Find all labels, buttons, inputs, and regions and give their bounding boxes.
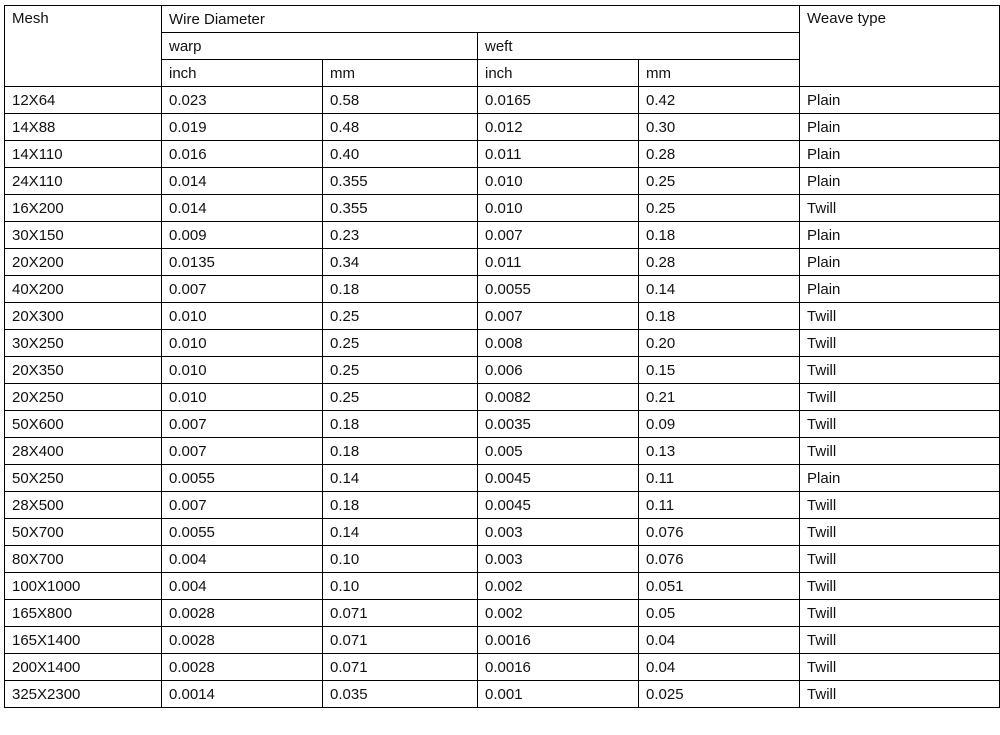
warp-mm-cell: 0.071	[323, 654, 478, 681]
weft-mm-cell: 0.04	[639, 654, 800, 681]
weft-mm-cell: 0.04	[639, 627, 800, 654]
warp-inch-cell: 0.0135	[162, 249, 323, 276]
table-row	[5, 384, 1000, 411]
weft-inch-cell: 0.0016	[478, 627, 639, 654]
mesh-cell: 50X250	[5, 465, 162, 492]
weft-mm-cell: 0.18	[639, 303, 800, 330]
mesh-cell: 20X300	[5, 303, 162, 330]
mesh-cell: 50X600	[5, 411, 162, 438]
weave-type-cell: Twill	[800, 330, 1000, 357]
warp-inch-cell: 0.019	[162, 114, 323, 141]
weft-header: weft	[478, 33, 800, 60]
mesh-cell: 28X500	[5, 492, 162, 519]
table-row	[5, 114, 1000, 141]
weave-type-cell: Twill	[800, 492, 1000, 519]
weave-type-cell: Plain	[800, 222, 1000, 249]
weave-type-cell: Plain	[800, 249, 1000, 276]
weft-mm-cell: 0.11	[639, 492, 800, 519]
warp-inch-cell: 0.004	[162, 573, 323, 600]
weft-mm-cell: 0.15	[639, 357, 800, 384]
warp-mm-cell: 0.18	[323, 438, 478, 465]
warp-mm-cell: 0.23	[323, 222, 478, 249]
table-row	[5, 573, 1000, 600]
table-row	[5, 249, 1000, 276]
warp-inch-cell: 0.007	[162, 276, 323, 303]
table-body	[5, 87, 1000, 708]
mesh-cell: 12X64	[5, 87, 162, 114]
mesh-cell: 28X400	[5, 438, 162, 465]
weft-mm-cell: 0.18	[639, 222, 800, 249]
warp-mm-cell: 0.48	[323, 114, 478, 141]
weft-inch-cell: 0.008	[478, 330, 639, 357]
mesh-cell: 14X110	[5, 141, 162, 168]
weft-inch-cell: 0.0045	[478, 492, 639, 519]
weave-type-cell: Twill	[800, 438, 1000, 465]
warp-inch-cell: 0.0028	[162, 627, 323, 654]
weft-mm-header: mm	[639, 60, 800, 87]
weft-mm-cell: 0.42	[639, 87, 800, 114]
warp-mm-cell: 0.10	[323, 573, 478, 600]
mesh-cell: 30X150	[5, 222, 162, 249]
weft-inch-cell: 0.0055	[478, 276, 639, 303]
warp-inch-cell: 0.010	[162, 303, 323, 330]
weft-inch-cell: 0.005	[478, 438, 639, 465]
weft-inch-cell: 0.011	[478, 141, 639, 168]
table-row	[5, 357, 1000, 384]
weft-inch-cell: 0.003	[478, 546, 639, 573]
warp-inch-cell: 0.0028	[162, 654, 323, 681]
warp-mm-cell: 0.40	[323, 141, 478, 168]
weft-mm-cell: 0.11	[639, 465, 800, 492]
weft-inch-cell: 0.002	[478, 573, 639, 600]
weft-inch-cell: 0.012	[478, 114, 639, 141]
mesh-cell: 165X1400	[5, 627, 162, 654]
mesh-cell: 100X1000	[5, 573, 162, 600]
weft-inch-cell: 0.010	[478, 168, 639, 195]
table-header	[5, 6, 1000, 87]
weft-mm-cell: 0.25	[639, 195, 800, 222]
warp-inch-cell: 0.009	[162, 222, 323, 249]
table-row	[5, 627, 1000, 654]
warp-inch-cell: 0.0028	[162, 600, 323, 627]
weft-mm-cell: 0.14	[639, 276, 800, 303]
weft-mm-cell: 0.25	[639, 168, 800, 195]
weave-type-cell: Plain	[800, 114, 1000, 141]
warp-header: warp	[162, 33, 478, 60]
mesh-cell: 16X200	[5, 195, 162, 222]
warp-inch-cell: 0.023	[162, 87, 323, 114]
warp-inch-cell: 0.0055	[162, 519, 323, 546]
warp-mm-cell: 0.355	[323, 195, 478, 222]
warp-mm-cell: 0.34	[323, 249, 478, 276]
mesh-header: Mesh	[5, 6, 162, 87]
weft-inch-cell: 0.006	[478, 357, 639, 384]
weave-type-cell: Plain	[800, 87, 1000, 114]
weft-mm-cell: 0.051	[639, 573, 800, 600]
weft-mm-cell: 0.28	[639, 249, 800, 276]
weave-type-cell: Twill	[800, 600, 1000, 627]
table-row	[5, 330, 1000, 357]
weft-mm-cell: 0.20	[639, 330, 800, 357]
weft-mm-cell: 0.025	[639, 681, 800, 708]
warp-inch-cell: 0.004	[162, 546, 323, 573]
weave-type-cell: Plain	[800, 141, 1000, 168]
weave-type-cell: Twill	[800, 303, 1000, 330]
weft-inch-header: inch	[478, 60, 639, 87]
table-row	[5, 492, 1000, 519]
weft-mm-cell: 0.05	[639, 600, 800, 627]
weave-type-cell: Twill	[800, 411, 1000, 438]
warp-mm-cell: 0.10	[323, 546, 478, 573]
table-row	[5, 195, 1000, 222]
warp-inch-cell: 0.007	[162, 492, 323, 519]
table-row	[5, 168, 1000, 195]
weave-type-cell: Twill	[800, 384, 1000, 411]
mesh-cell: 20X250	[5, 384, 162, 411]
weft-mm-cell: 0.13	[639, 438, 800, 465]
warp-mm-cell: 0.18	[323, 492, 478, 519]
wire-mesh-spec-table	[4, 5, 1000, 708]
warp-mm-cell: 0.18	[323, 411, 478, 438]
table-row	[5, 141, 1000, 168]
warp-inch-cell: 0.0014	[162, 681, 323, 708]
mesh-cell: 24X110	[5, 168, 162, 195]
mesh-cell: 325X2300	[5, 681, 162, 708]
weave-type-cell: Twill	[800, 573, 1000, 600]
weft-inch-cell: 0.003	[478, 519, 639, 546]
weave-type-cell: Twill	[800, 654, 1000, 681]
table-row	[5, 303, 1000, 330]
warp-inch-cell: 0.014	[162, 195, 323, 222]
weave-type-cell: Twill	[800, 519, 1000, 546]
warp-mm-cell: 0.25	[323, 384, 478, 411]
weft-inch-cell: 0.0165	[478, 87, 639, 114]
table-row	[5, 546, 1000, 573]
mesh-cell: 14X88	[5, 114, 162, 141]
mesh-cell: 40X200	[5, 276, 162, 303]
warp-mm-cell: 0.25	[323, 357, 478, 384]
table-row	[5, 276, 1000, 303]
table-row	[5, 411, 1000, 438]
table-row	[5, 681, 1000, 708]
mesh-cell: 20X200	[5, 249, 162, 276]
warp-mm-cell: 0.071	[323, 627, 478, 654]
warp-inch-header: inch	[162, 60, 323, 87]
warp-mm-cell: 0.355	[323, 168, 478, 195]
weft-inch-cell: 0.0045	[478, 465, 639, 492]
weave-type-header: Weave type	[800, 6, 1000, 87]
warp-inch-cell: 0.007	[162, 411, 323, 438]
wire-diameter-header: Wire Diameter	[162, 6, 800, 33]
weave-type-cell: Twill	[800, 546, 1000, 573]
table-row	[5, 465, 1000, 492]
warp-mm-cell: 0.25	[323, 330, 478, 357]
warp-inch-cell: 0.007	[162, 438, 323, 465]
mesh-cell: 20X350	[5, 357, 162, 384]
warp-inch-cell: 0.010	[162, 330, 323, 357]
mesh-cell: 50X700	[5, 519, 162, 546]
weave-type-cell: Twill	[800, 681, 1000, 708]
weft-inch-cell: 0.011	[478, 249, 639, 276]
warp-mm-cell: 0.14	[323, 465, 478, 492]
mesh-cell: 30X250	[5, 330, 162, 357]
weft-inch-cell: 0.0035	[478, 411, 639, 438]
warp-inch-cell: 0.010	[162, 357, 323, 384]
warp-inch-cell: 0.016	[162, 141, 323, 168]
mesh-cell: 200X1400	[5, 654, 162, 681]
warp-inch-cell: 0.0055	[162, 465, 323, 492]
table-row	[5, 519, 1000, 546]
warp-mm-cell: 0.25	[323, 303, 478, 330]
weft-mm-cell: 0.21	[639, 384, 800, 411]
mesh-cell: 80X700	[5, 546, 162, 573]
mesh-cell: 165X800	[5, 600, 162, 627]
weft-mm-cell: 0.30	[639, 114, 800, 141]
table-row	[5, 600, 1000, 627]
table-row	[5, 654, 1000, 681]
weft-inch-cell: 0.0082	[478, 384, 639, 411]
weft-mm-cell: 0.28	[639, 141, 800, 168]
warp-mm-cell: 0.58	[323, 87, 478, 114]
weave-type-cell: Twill	[800, 357, 1000, 384]
table-row	[5, 87, 1000, 114]
table-row	[5, 438, 1000, 465]
header-row-1	[5, 6, 1000, 33]
warp-mm-cell: 0.035	[323, 681, 478, 708]
warp-inch-cell: 0.014	[162, 168, 323, 195]
warp-mm-cell: 0.18	[323, 276, 478, 303]
weave-type-cell: Plain	[800, 276, 1000, 303]
warp-inch-cell: 0.010	[162, 384, 323, 411]
weft-inch-cell: 0.0016	[478, 654, 639, 681]
weft-mm-cell: 0.076	[639, 519, 800, 546]
weave-type-cell: Twill	[800, 627, 1000, 654]
warp-mm-cell: 0.071	[323, 600, 478, 627]
weft-inch-cell: 0.002	[478, 600, 639, 627]
weft-inch-cell: 0.010	[478, 195, 639, 222]
weft-mm-cell: 0.076	[639, 546, 800, 573]
warp-mm-header: mm	[323, 60, 478, 87]
weave-type-cell: Plain	[800, 168, 1000, 195]
weave-type-cell: Twill	[800, 195, 1000, 222]
weft-inch-cell: 0.007	[478, 303, 639, 330]
warp-mm-cell: 0.14	[323, 519, 478, 546]
weave-type-cell: Plain	[800, 465, 1000, 492]
weft-mm-cell: 0.09	[639, 411, 800, 438]
table-row	[5, 222, 1000, 249]
weft-inch-cell: 0.007	[478, 222, 639, 249]
weft-inch-cell: 0.001	[478, 681, 639, 708]
